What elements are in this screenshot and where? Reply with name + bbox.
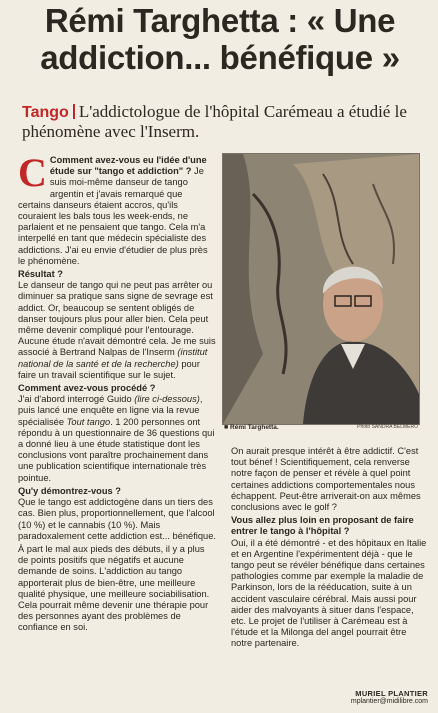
question-1: Comment avez-vous eu l'idée d'une étude sur "tango et addiction" ? [49, 155, 207, 177]
answer-3-italic-1: (lire ci-dessous) [134, 394, 200, 405]
portrait-photo [222, 153, 420, 425]
kicker-row [22, 102, 422, 142]
photo-caption [224, 424, 418, 431]
byline-name: MURIEL PLANTIER [355, 689, 428, 698]
answer-3b: , puis lancé une enquête en ligne via la revue spécialisée [18, 394, 203, 427]
answer-2: Le danseur de tango qui ne peut pas arrêter ou diminuer sa pratique sans signe de sevrage est addict. Or, beaucoup se sentent obligés de danser toujours plus pour aller bien. Cela peut même devenir compliqué pour l'entourage. Aucune étude n'avait démontré cela. Je me suis associé à Bertrand Nalpas de l'Inserm [18, 280, 216, 358]
answer-3c: . 1 200 personnes ont répondu à un questionnaire de 36 questions qui a donné lieu à une étude statistique dont les conclusions vont paraître prochainement dans une publication scientifique internationale très pointue. [18, 416, 215, 483]
kicker-divider [73, 104, 75, 119]
answer-2-italic: (institut national de la santé et de la recherche) [18, 347, 208, 369]
left-column-top [18, 150, 216, 636]
byline-email: mplantier@midilibre.com [350, 698, 428, 705]
kicker: Tango [22, 104, 69, 121]
right-column [231, 446, 427, 652]
photo-credit: Photo SANDRA BELMERO [357, 424, 418, 430]
answer-6: Oui, il a été démontré - et des hôpitaux en Italie et en Argentine l'expérimentent déjà - que le tango peut se révéler bénéfique dans certaines pathologies comme par exemple la maladie de Parkinson, lors de la rééducation, suite à un accident vasculaire cérébral. Mais aussi pour aider des malvoyants à situer dans l'espace, etc. Le projet de l'utiliser à Carémeau est à l'étude et la Milonga del angel pourrait être notre partenaire. [231, 537, 427, 649]
answer-4: Que le tango est addictogène dans un tiers des cas. Bien plus, proportionnellement, que l'alcool (10 %) et le cannabis (10 %). Mais paradoxalement cette addiction est... bénéfique. [18, 497, 216, 541]
dropcap: C [18, 150, 47, 195]
byline [351, 689, 428, 705]
question-5: Vous allez plus loin en proposant de faire entrer le tango à l'hôpital ? [231, 515, 414, 537]
answer-1: Je suis moi-même danseur de tango argentin et j'avais remarqué que certains danseurs étaient accros, qu'ils couraient les bals tous les week-ends, ne parlaient et ne pensaient que tango. Cela m'a interpellé en tant que médecin spécialiste des addictions. J'ai eu envie d'étudier de plus près le phénomène. [18, 166, 208, 266]
caption-name: Rémi Targhetta. [230, 424, 279, 431]
question-2: Résultat ? [18, 269, 63, 280]
answer-3a: J'ai d'abord interrogé Guido [18, 394, 132, 405]
right-paragraph-1: On aurait presque intérêt à être addictif. C'est tout bénef ! Scientifiquement, cela renverse notre façon de penser et révèle à quel point certaines addictions comportementales nous échappent. Peut-être arriverait-on aux mêmes conclusions avec le golf ? [231, 446, 421, 513]
headline: Rémi Targhetta : « Une addiction... bénéfique » [40, 2, 400, 76]
question-3: Comment avez-vous procédé ? [18, 383, 156, 394]
deck: L'addictologue de l'hôpital Carémeau a étudié le phénomène avec l'Inserm. [22, 102, 407, 141]
answer-5: À part le mal aux pieds des débuts, il y a plus de points positifs que négatifs et aucune demande de soins. L'addiction au tango apporterait plus de bien-être, une meilleure qualité physique, une meilleure sociabilisation. Cela pourrait même devenir une thérapie pour des personnes ayant des problèmes de confiance en soi. [18, 543, 210, 633]
answer-2-end: pour faire un travail scientifique sur le sujet. [18, 358, 200, 380]
answer-3-italic-2: Tout tango [66, 416, 111, 427]
question-4: Qu'y démontrez-vous ? [18, 485, 121, 496]
portrait-illustration [223, 154, 419, 424]
caption-bullet: ■ [224, 424, 229, 431]
